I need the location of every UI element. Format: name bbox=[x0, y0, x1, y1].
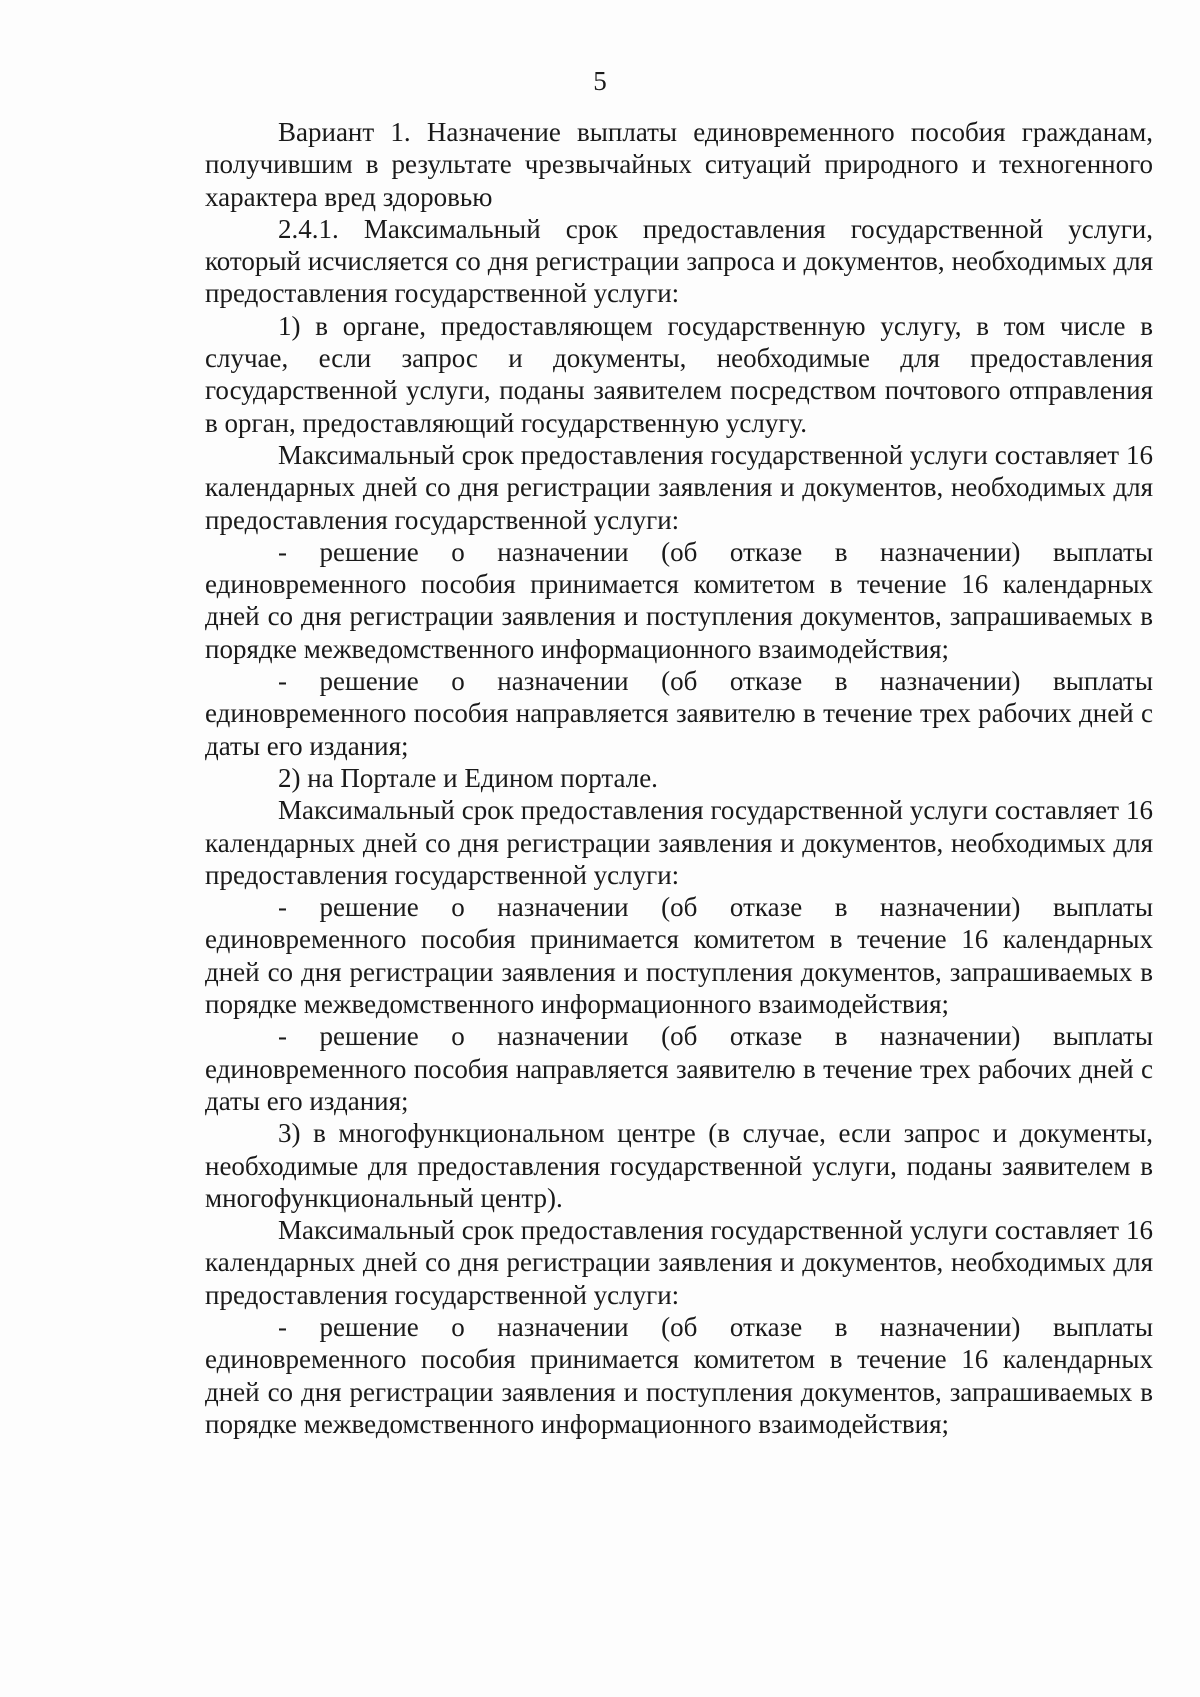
paragraph-item-2: 2) на Портале и Едином портале. bbox=[278, 762, 658, 793]
paragraph-decision-sent: - решение о назначении (об отказе в назначении) выплаты единовременного пособия направляется заявителю в течение трех рабочих дней с даты его издания; bbox=[205, 1021, 1153, 1116]
paragraph-decision-made: - решение о назначении (об отказе в назначении) выплаты единовременного пособия принимается комитетом в течение 16 календарных дней со дня регистрации заявления и поступления документов, запрашиваемых в порядке межведомственного информационного взаимодействия; bbox=[205, 536, 1153, 664]
paragraph-2-4-1: 2.4.1. Максимальный срок предоставления государственной услуги, который исчисляется со дня регистрации запроса и документов, необходимых для предоставления государственной услуги: bbox=[205, 213, 1153, 309]
paragraph-variant-heading: Вариант 1. Назначение выплаты единовременного пособия гражданам, получившим в результате чрезвычайных ситуаций природного и техногенного характера вред здоровью bbox=[205, 117, 1153, 212]
document-body bbox=[205, 116, 1153, 1440]
paragraph-decision-sent: - решение о назначении (об отказе в назначении) выплаты единовременного пособия направляется заявителю в течение трех рабочих дней с даты его издания; bbox=[205, 666, 1153, 761]
paragraph-max-term: Максимальный срок предоставления государственной услуги составляет 16 календарных дней со дня регистрации заявления и документов, необходимых для предоставления государственной услуги: bbox=[205, 439, 1153, 535]
paragraph-item-1: 1) в органе, предоставляющем государственную услугу, в том числе в случае, если запрос и документы, необходимые для предоставления государственной услуги, поданы заявителем посредством почтового отправления в орган, предоставляющий государственную услугу. bbox=[205, 310, 1153, 438]
paragraph-max-term: Максимальный срок предоставления государственной услуги составляет 16 календарных дней со дня регистрации заявления и документов, необходимых для предоставления государственной услуги: bbox=[205, 1215, 1153, 1310]
paragraph-decision-made: - решение о назначении (об отказе в назначении) выплаты единовременного пособия принимается комитетом в течение 16 календарных дней со дня регистрации заявления и поступления документов, запрашиваемых в порядке межведомственного информационного взаимодействия; bbox=[205, 892, 1153, 1020]
paragraph-max-term: Максимальный срок предоставления государственной услуги составляет 16 календарных дней со дня регистрации заявления и документов, необходимых для предоставления государственной услуги: bbox=[205, 795, 1153, 890]
paragraph-decision-made: - решение о назначении (об отказе в назначении) выплаты единовременного пособия принимается комитетом в течение 16 календарных дней со дня регистрации заявления и поступления документов, запрашиваемых в порядке межведомственного информационного взаимодействия; bbox=[205, 1311, 1153, 1439]
paragraph-item-3: 3) в многофункциональном центре (в случае, если запрос и документы, необходимые для предоставления государственной услуги, поданы заявителем в многофункциональный центр). bbox=[205, 1118, 1153, 1213]
page-number: 5 bbox=[593, 66, 607, 96]
